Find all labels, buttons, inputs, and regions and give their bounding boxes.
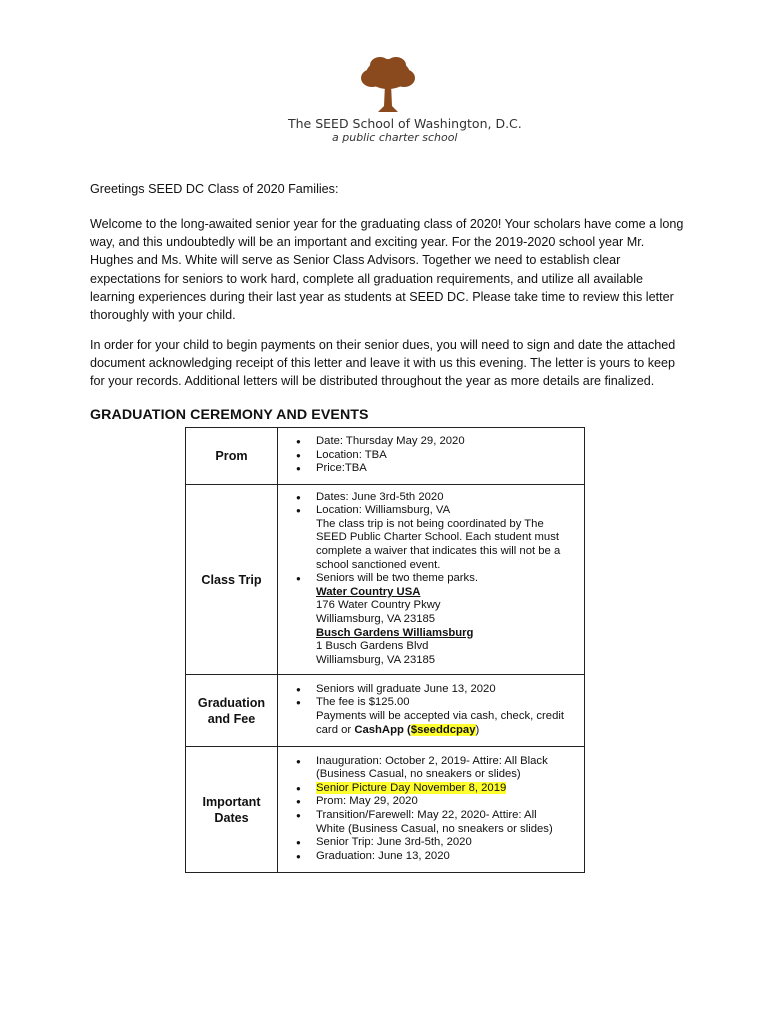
- list-item: ● The fee is $125.00 Payments will be accepted via cash, check, credit card or CashApp ($seeddcpay): [278, 696, 574, 737]
- fee-amount: The fee is $125.00: [316, 696, 410, 709]
- trip-note-line: complete a waiver that indicates this will not be a: [316, 545, 561, 558]
- table-row-important-dates: [186, 747, 585, 873]
- list-item: ● Location: TBA: [278, 449, 574, 463]
- park-address-line: 176 Water Country Pkwy: [316, 599, 441, 612]
- graduation-details: [278, 675, 585, 747]
- list-item: ● Inauguration: October 2, 2019- Attire: All Black (Business Casual, no sneakers or slides): [278, 755, 574, 782]
- list-item: ● Senior Trip: June 3rd-5th, 2020: [278, 836, 574, 850]
- list-item: [278, 504, 574, 572]
- row-label-class-trip: Class Trip: [186, 485, 278, 675]
- trip-note-line: school sanctioned event.: [316, 558, 441, 571]
- school-name: The SEED School of Washington, D.C.: [288, 116, 522, 131]
- dues-paragraph: In order for your child to begin payments on their senior dues, you will need to sign and date the attached document acknowledging receipt of this letter and leave it with us this evening. The letter is yours to keep for your records. Additional letters will be distributed throughout the year as more details are finalized.: [90, 338, 676, 389]
- list-item: ● Date: Thursday May 29, 2020: [278, 435, 574, 449]
- greeting: Greetings SEED DC Class of 2020 Families:: [90, 182, 339, 196]
- list-item: ● Graduation: June 13, 2020: [278, 850, 574, 864]
- welcome-paragraph: Welcome to the long-awaited senior year for the graduating class of 2020! Your scholars have come a long way, and this undoubtedly will be an important and exciting year. For the 2019-2020 school year Mr. Hughes and Ms. White will serve as Senior Class Advisors. Together we need to establish clear expectations for seniors to work hard, complete all graduation requirements, and utilize all available learning experiences during their last year as students at SEED DC. Please take time to review this letter thoroughly with your child.: [90, 217, 684, 323]
- trip-note-line: The class trip is not being coordinated by The: [316, 517, 544, 530]
- payment-line-start: card or: [316, 723, 355, 736]
- list-item: ● Prom: May 29, 2020: [278, 795, 574, 809]
- important-dates-details: [278, 747, 585, 873]
- trip-note-line: SEED Public Charter School. Each student must: [316, 531, 559, 544]
- tree-logo-icon: [360, 56, 416, 114]
- table-row-prom: [186, 428, 585, 485]
- cashapp-label: CashApp: [354, 723, 404, 736]
- park-address-line: 1 Busch Gardens Blvd: [316, 640, 429, 653]
- parks-intro: Seniors will be two theme parks.: [316, 572, 478, 585]
- school-tagline: a public charter school: [332, 131, 458, 144]
- row-label-important-dates: [186, 747, 278, 873]
- list-item: ● Price:TBA: [278, 462, 574, 476]
- table-row-graduation: [186, 675, 585, 747]
- park-address-line: Williamsburg, VA 23185: [316, 653, 436, 666]
- table-row-class-trip: [186, 485, 585, 675]
- trip-location: Location: Williamsburg, VA: [316, 504, 451, 517]
- label-line: Important: [202, 794, 261, 809]
- picture-day-highlight: Senior Picture Day November 8, 2019: [316, 781, 507, 794]
- class-trip-details: [278, 485, 585, 675]
- section-heading: GRADUATION CEREMONY AND EVENTS: [90, 407, 369, 423]
- label-line: Graduation: [197, 695, 266, 710]
- park-address-line: Williamsburg, VA 23185: [316, 612, 436, 625]
- events-table: [185, 427, 585, 873]
- list-item-highlighted: [278, 782, 574, 796]
- park-name-water-country: Water Country USA: [316, 585, 421, 598]
- prom-details: [278, 428, 585, 485]
- row-label-prom: Prom: [186, 428, 278, 485]
- label-line: and Fee: [207, 711, 256, 726]
- school-logo: [288, 56, 522, 144]
- list-item: ● Seniors will graduate June 13, 2020: [278, 683, 574, 697]
- label-line: Dates: [214, 810, 249, 825]
- park-name-busch-gardens: Busch Gardens Williamsburg: [316, 626, 474, 639]
- list-item: ● Dates: June 3rd-5th 2020: [278, 491, 574, 505]
- payment-line: Payments will be accepted via cash, check, credit: [316, 710, 565, 722]
- row-label-graduation: [186, 675, 278, 747]
- cashtag-highlight: $seeddcpay: [410, 723, 476, 736]
- list-item: [278, 572, 574, 667]
- list-item: ● Transition/Farewell: May 22, 2020- Attire: All White (Business Casual, no sneakers or slides): [278, 809, 574, 836]
